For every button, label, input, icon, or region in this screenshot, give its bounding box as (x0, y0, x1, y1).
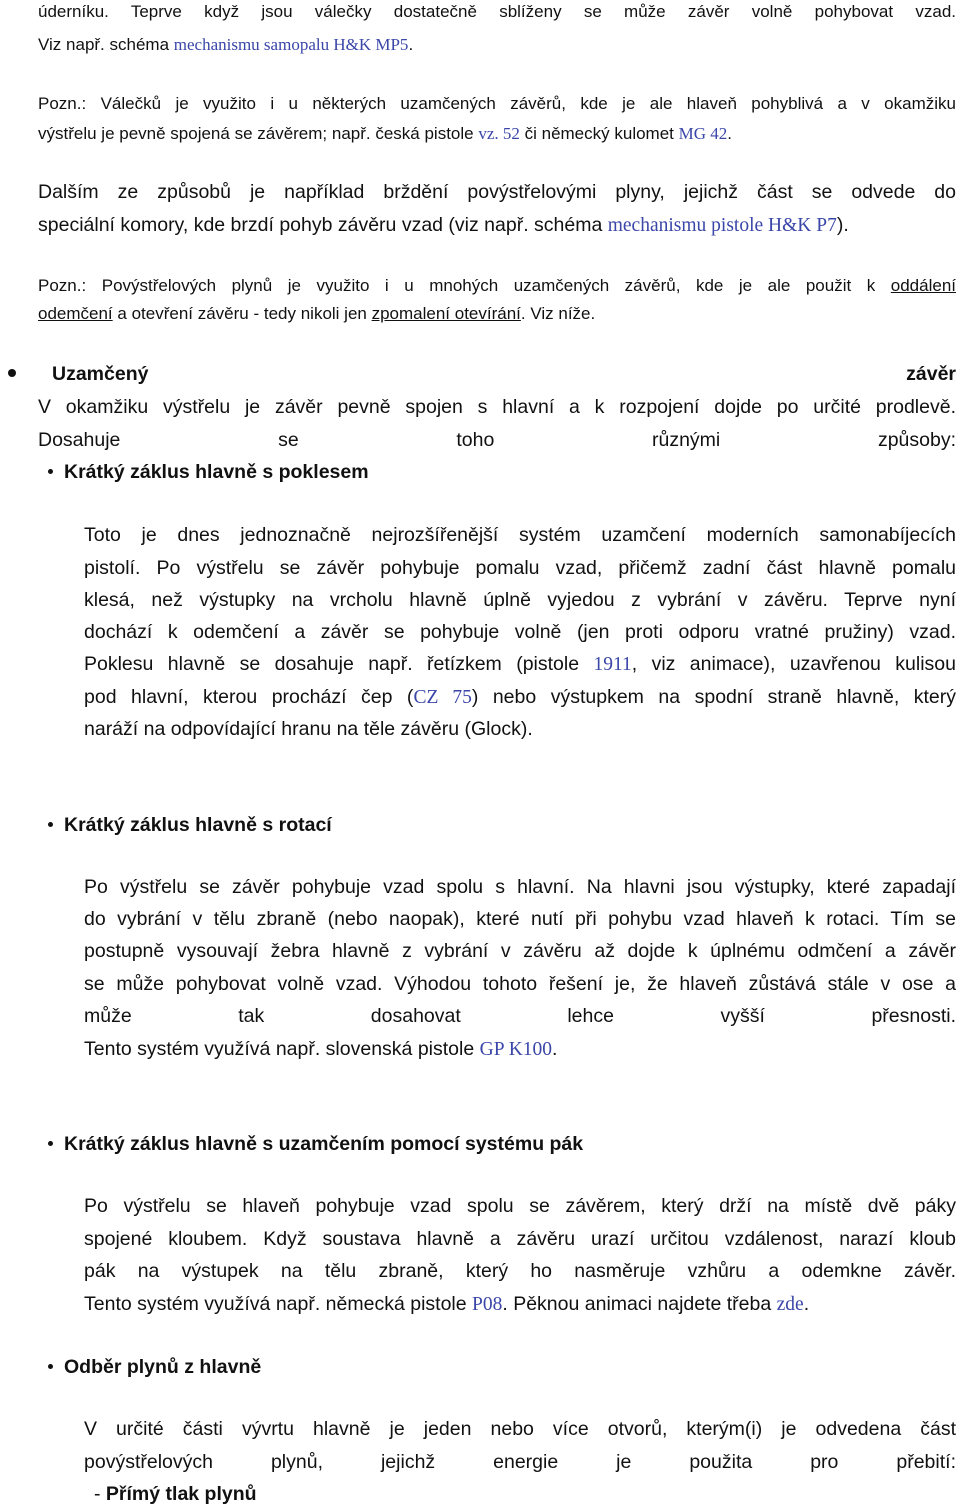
text-line: pistolí. Po výstřelu se závěr pohybuje pomalu vzad, přičemž zadní část hlavně pomalu (84, 557, 956, 579)
text-line: naráží na odpovídající hranu na těle závěru (Glock). (84, 718, 533, 740)
text-line: Dosahuje se toho různými způsoby: (38, 429, 956, 451)
text-line: V určité části vývrtu hlavně je jeden nebo více otvorů, kterým(i) je odvedena část (84, 1418, 956, 1440)
link-mg42[interactable]: MG 42 (678, 124, 728, 143)
link-hk-mp5[interactable]: mechanismu samopalu H&K MP5 (173, 35, 409, 54)
text-line: dochází k odemčení a závěr se pohybuje volně (jen proti odporu vratné pružiny) vzad. (84, 621, 956, 643)
subsection-title: Krátký záklus hlavně s poklesem (64, 461, 369, 483)
text-line: Po výstřelu se hlaveň pohybuje vzad spolu se závěrem, který drží na místě dvě páky (84, 1195, 956, 1217)
text-line: klesá, než výstupky na vrcholu hlavně úplně vyjedou z vybrání v závěru. Teprve nyní (84, 589, 956, 611)
link-cz75[interactable]: CZ 75 (413, 687, 472, 708)
text-line: úderníku. Teprve když jsou válečky dostatečně sblíženy se může závěr volně pohybovat vzad. (38, 2, 956, 21)
note-line: Pozn.: Povýstřelových plynů je využito i u mnohých uzamčených závěrů, kde je ale použit k oddálení (38, 276, 956, 295)
bullet-icon (48, 822, 53, 827)
link-1911[interactable]: 1911 (593, 654, 632, 675)
note-line: Pozn.: Válečků je využito i u některých uzamčených závěrů, kde je ale hlaveň pohyblivá a v okamžiku (38, 94, 956, 113)
text-line: Toto je dnes jednoznačně nejrozšířenější systém uzamčení moderních samonabíjecích (84, 524, 956, 546)
text-line: Tento systém využívá např. německá pistole P08. Pěknou animaci najdete třeba zde. (84, 1293, 810, 1315)
link-zde[interactable]: zde (776, 1294, 804, 1315)
text-line: Tento systém využívá např. slovenská pistole GP K100. (84, 1038, 558, 1060)
sub-item: - Přímý tlak plynů (94, 1483, 257, 1505)
bullet-icon (8, 369, 16, 377)
link-p08[interactable]: P08 (472, 1294, 503, 1315)
text-line: Dalším ze způsobů je například brždění povýstřelovými plyny, jejichž část se odvede do (38, 181, 956, 203)
text-line: pod hlavní, kterou prochází čep (CZ 75) nebo výstupkem na spodní straně hlavně, který (84, 686, 956, 708)
text-line: V okamžiku výstřelu je závěr pevně spojen s hlavní a k rozpojení dojde po určité prodlevě. (38, 396, 956, 418)
link-vz52[interactable]: vz. 52 (478, 124, 520, 143)
text-line: může tak dosahovat lehce vyšší přesnosti. (84, 1005, 956, 1027)
text-line: pák na výstupek na tělu zbraně, který ho nasměruje vzhůru a odemkne závěr. (84, 1260, 956, 1282)
text-line: postupně vysouvají žebra hlavně z vybrání v závěru až dojde k úplnému odmčení a závěr (84, 940, 956, 962)
bullet-icon (48, 1364, 53, 1369)
text-line: povýstřelových plynů, jejichž energie je použita pro přebití: (84, 1451, 956, 1473)
text-line: do vybrání v tělu zbraně (nebo naopak), které nutí při pohybu vzad hlaveň k rotaci. Tím se (84, 908, 956, 930)
link-hk-p7[interactable]: mechanismu pistole H&K P7 (607, 215, 837, 236)
section-heading: Uzamčený závěr (52, 363, 956, 385)
subsection-title: Krátký záklus hlavně s rotací (64, 814, 332, 836)
text-line: Viz např. schéma mechanismu samopalu H&K MP5. (38, 35, 414, 54)
text-line: Po výstřelu se závěr pohybuje vzad spolu s hlavní. Na hlavni jsou výstupky, které zapadají (84, 876, 956, 898)
link-gp-k100[interactable]: GP K100 (479, 1039, 553, 1060)
text-line: Poklesu hlavně se dosahuje např. řetízkem (pistole 1911, viz animace), uzavřenou kulisou (84, 653, 956, 675)
text-line: se může pohybovat volně vzad. Výhodou tohoto řešení je, že hlaveň zůstává stále v ose a (84, 973, 956, 995)
text-line: speciální komory, kde brzdí pohyb závěru vzad (viz např. schéma mechanismu pistole H&K P7). (38, 214, 849, 236)
subsection-title: Odběr plynů z hlavně (64, 1356, 262, 1378)
bullet-icon (48, 469, 53, 474)
note-line: odemčení a otevření závěru - tedy nikoli jen zpomalení otevírání. Viz níže. (38, 304, 596, 323)
text-line: spojené kloubem. Když soustava hlavně a závěru urazí určitou vzdálenost, narazí kloub (84, 1228, 956, 1250)
bullet-icon (48, 1141, 53, 1146)
note-line: výstřelu je pevně spojená se závěrem; např. česká pistole vz. 52 či německý kulomet MG 42. (38, 124, 733, 143)
subsection-title: Krátký záklus hlavně s uzamčením pomocí systému pák (64, 1133, 584, 1155)
